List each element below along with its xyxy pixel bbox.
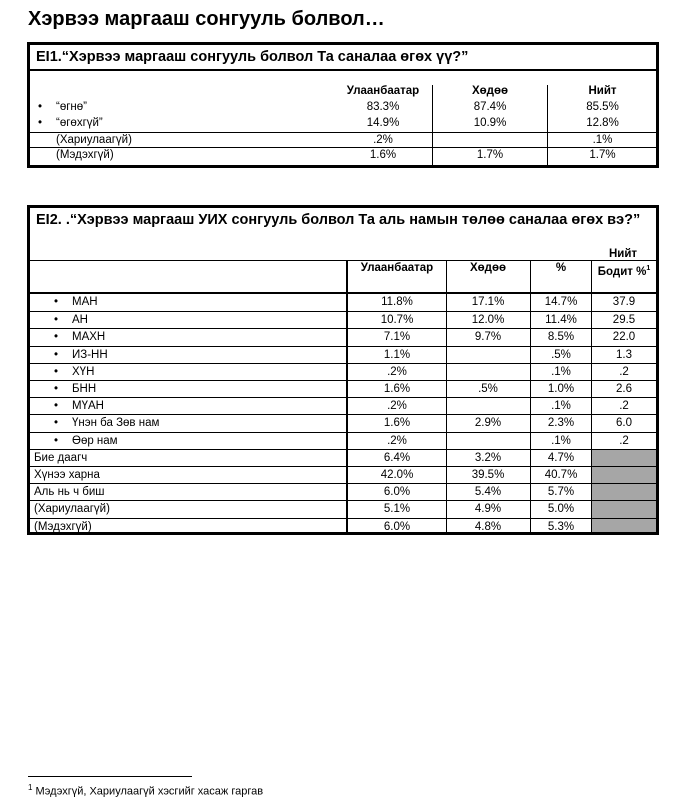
cell: .2	[619, 400, 629, 413]
q2-title: ЕІ2. .“Хэрвээ маргааш УИХ сонгууль болвол Та аль намын төлөө саналаа өгөх вэ?”	[36, 212, 641, 228]
q1-header-niit: Нийт	[588, 85, 617, 97]
cell: 7.1%	[383, 331, 411, 344]
table-row	[30, 483, 656, 500]
page-title: Хэрвээ маргааш сонгууль болвол…	[28, 8, 385, 30]
cell: 6.0	[616, 417, 632, 430]
cell: 3.2%	[474, 451, 502, 464]
cell: 1.7%	[589, 149, 616, 161]
cell: 1.6%	[383, 417, 411, 430]
cell: 5.3%	[547, 520, 575, 533]
row-label: Хүнээ харна	[34, 469, 100, 481]
cell: .2%	[387, 434, 407, 447]
row-label: • МАН	[72, 294, 98, 311]
q2-header-bodit-label: Бодит %	[597, 265, 647, 278]
cell: 39.5%	[471, 469, 505, 481]
row-label: • Өөр нам	[72, 433, 118, 450]
table-row	[30, 346, 656, 363]
footnote	[28, 783, 263, 798]
table-row	[30, 100, 657, 114]
cell: .1%	[592, 134, 613, 146]
table-row	[30, 466, 656, 483]
cell: .1%	[551, 400, 571, 413]
cell: 10.9%	[473, 117, 507, 129]
row-label: • БНН	[72, 381, 96, 398]
cell: 5.4%	[474, 486, 502, 499]
cell: 10.7%	[380, 314, 414, 327]
row-label: • “өгнө”	[56, 100, 87, 114]
row-label: • “өгөхгүй”	[56, 116, 103, 130]
cell: .2%	[387, 365, 407, 378]
table-row	[30, 132, 657, 147]
cell: 40.7%	[544, 469, 578, 481]
cell: 14.9%	[366, 117, 400, 129]
q2-header-bodit	[592, 262, 656, 279]
table-row	[30, 380, 656, 397]
cell: 12.0%	[471, 314, 505, 327]
cell: 1.3	[616, 348, 632, 361]
cell: 2.6	[616, 383, 632, 395]
row-label: (Мэдэхгүй)	[34, 520, 92, 533]
row-label: (Хариулаагүй)	[34, 503, 110, 516]
cell: 2.3%	[547, 417, 575, 430]
cell: 11.8%	[381, 296, 413, 308]
row-label: • АН	[72, 312, 88, 329]
row-label: • МҮАН	[72, 398, 104, 415]
cell: 17.1%	[471, 296, 505, 308]
q2-header-ulaanbaatar: Улаанбаатар	[360, 262, 434, 274]
q2-group-header-niit: Нийт	[608, 248, 638, 260]
row-label: (Хариулаагүй)	[56, 134, 132, 146]
table-row	[30, 449, 656, 466]
cell: 4.9%	[474, 503, 502, 516]
row-label: • ИЗ-НН	[72, 347, 108, 364]
q2-body	[30, 248, 656, 532]
cell: 12.8%	[586, 117, 619, 129]
footnote-rule	[28, 776, 192, 777]
table-row	[30, 116, 657, 130]
cell: 11.4%	[545, 314, 577, 327]
cell: .2	[619, 434, 629, 447]
q1-table	[27, 42, 659, 168]
table-row	[30, 432, 656, 449]
row-label: Бие даагч	[34, 451, 88, 464]
table-row	[30, 397, 656, 414]
cell: .5%	[478, 383, 498, 395]
table-row	[30, 294, 656, 311]
table-row	[30, 328, 656, 345]
cell: .2%	[373, 134, 393, 146]
cell: 1.6%	[383, 383, 411, 395]
cell: 1.7%	[476, 149, 504, 161]
table-row	[30, 363, 656, 380]
q1-title: ЕІ1.“Хэрвээ маргааш сонгууль болвол Та саналаа өгөх үү?”	[30, 45, 656, 71]
cell: 6.0%	[383, 520, 411, 533]
cell: .5%	[551, 348, 571, 361]
q1-body	[30, 71, 656, 165]
row-label: • Үнэн ба Зөв нам	[72, 415, 159, 432]
cell: 5.1%	[383, 503, 411, 516]
cell: .1%	[551, 434, 571, 447]
cell: 1.1%	[383, 348, 411, 361]
cell: .1%	[551, 365, 571, 378]
cell: 5.7%	[547, 486, 575, 499]
row-label: (Мэдэхгүй)	[56, 149, 114, 161]
cell: 22.0	[612, 331, 636, 344]
divider	[30, 260, 656, 261]
cell: 1.6%	[369, 149, 397, 161]
table-row	[30, 500, 656, 517]
table-row	[30, 414, 656, 431]
row-label: Аль нь ч биш	[34, 486, 105, 499]
cell: .2	[619, 365, 629, 378]
footnote-mark: 1	[28, 783, 33, 792]
footnote-text: Мэдэхгүй, Хариулаагүй хэсгийг хасаж гаргав	[35, 785, 264, 798]
q2-table	[27, 205, 659, 535]
cell: 14.7%	[544, 296, 578, 308]
cell: 83.3%	[366, 101, 400, 113]
footnote-mark: 1	[646, 265, 651, 272]
cell: 8.5%	[547, 331, 575, 344]
cell: 9.7%	[474, 331, 502, 344]
cell: 6.4%	[383, 451, 411, 464]
cell: 1.0%	[547, 383, 575, 395]
cell: 29.5	[612, 314, 636, 327]
cell: 2.9%	[474, 417, 502, 430]
cell: 37.9	[612, 296, 636, 308]
cell: 85.5%	[586, 101, 619, 113]
cell: 5.0%	[547, 503, 575, 516]
table-row	[30, 311, 656, 328]
cell: .2%	[387, 400, 407, 413]
cell: 6.0%	[383, 486, 411, 499]
q2-header-percent: %	[555, 262, 567, 274]
cell: 4.8%	[474, 520, 502, 533]
cell: 42.0%	[380, 469, 414, 481]
cell: 4.7%	[547, 451, 575, 464]
table-row	[30, 518, 656, 535]
row-label: • МАХН	[72, 329, 105, 346]
table-row	[30, 147, 657, 162]
cell: 87.4%	[473, 101, 507, 113]
q1-header-hodoo: Хөдөө	[471, 85, 509, 97]
q2-header-hodoo: Хөдөө	[469, 262, 507, 274]
row-label: • ХҮН	[72, 364, 94, 381]
q1-header-ulaanbaatar: Улаанбаатар	[346, 85, 420, 97]
